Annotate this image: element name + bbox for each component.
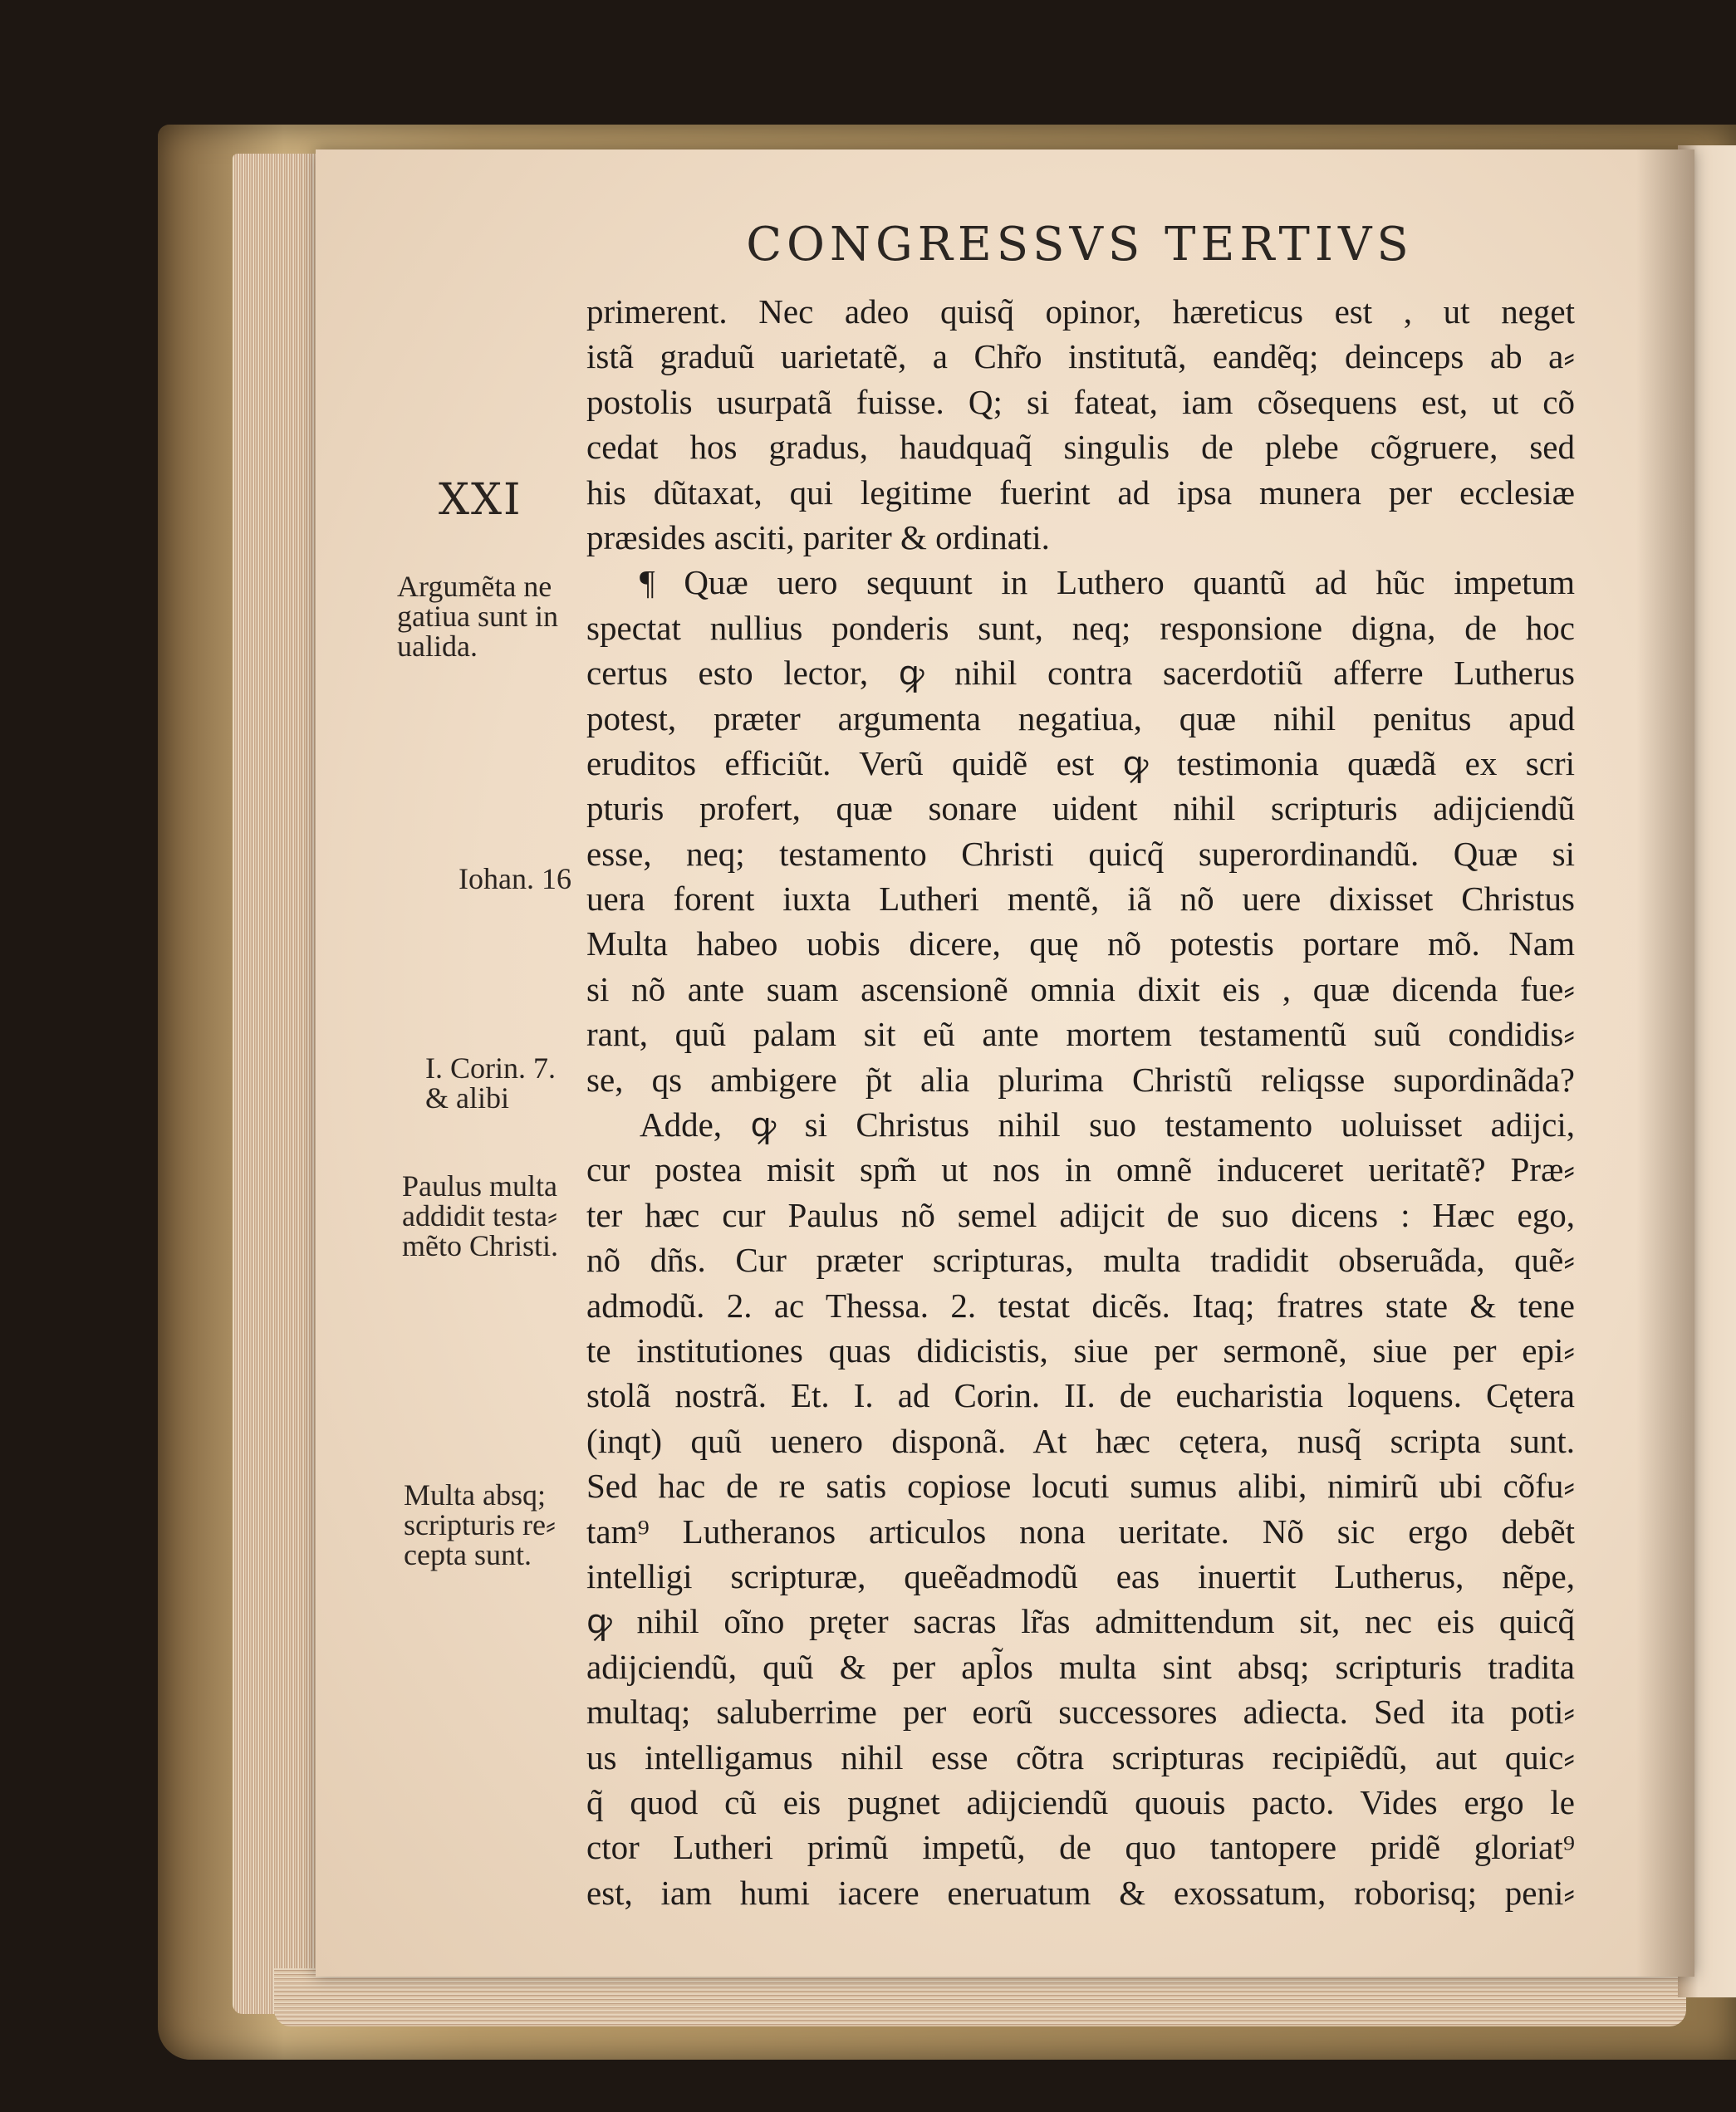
text-line: Adde, ꝙ si Christus nihil suo testamento uoluisset adijci, (640, 1105, 1575, 1144)
margin-note-line: Multa absq; (404, 1478, 546, 1512)
section-number: XXI (439, 475, 522, 525)
text-line: te institutiones quas didicistis, siue per sermonẽ, siue per epi⸗ (586, 1330, 1575, 1370)
text-line: potest, præter argumenta negatiua, quæ nihil penitus apud (586, 698, 1575, 737)
text-line: ter hæc cur Paulus nõ semel adijcit de suo dicens : Hæc ego, (586, 1195, 1575, 1234)
text-line: tam⁹ Lutheranos articulos nona ueritate. Nõ sic ergo debẽt (586, 1512, 1575, 1551)
text-line: eruditos efficiũt. Verũ quidẽ est ꝙ testimonia quædã ex scri (586, 743, 1575, 782)
margin-note-line: mẽto Christi. (402, 1229, 558, 1262)
text-line: si nõ ante suam ascensionẽ omnia dixit eis , quæ dicenda fue⸗ (586, 969, 1575, 1008)
text-line: postolis usurpatã fuisse. Q; si fateat, iam cõsequens est, ut cõ (586, 382, 1575, 421)
body-text (586, 289, 1575, 1915)
margin-note-argumenta (397, 571, 571, 661)
text-line: primerent. Nec adeo quisq̃ opinor, hæreticus est , ut neget (586, 292, 1575, 331)
text-line: q̃ quod cũ eis pugnet adijciendũ quouis pacto. Vides ergo le (586, 1782, 1575, 1821)
text-line: certus esto lector, ꝙ nihil contra sacerdotiũ afferre Lutherus (586, 654, 1575, 693)
margin-note-multa (404, 1480, 578, 1570)
text-line: intelligi scripturæ, queẽadmodũ eas inuertit Lutherus, nẽpe, (586, 1556, 1575, 1595)
text-line: spectat nullius ponderis sunt, neq; responsione digna, de hoc (586, 608, 1575, 647)
text-line: multaq; saluberrime per eorũ successores adiecta. Sed ita poti⸗ (586, 1693, 1575, 1732)
margin-note-line: scripturis re⸗ (404, 1508, 556, 1541)
text-line: se, qs ambigere p̃t alia plurima Christũ reliqsse supordinãda? (586, 1060, 1575, 1099)
text-line: cur postea misit spm̃ ut nos in omnẽ induceret ueritatẽ? Præ⸗ (586, 1150, 1575, 1189)
text-line: pturis profert, quæ sonare uident nihil scripturis adijciendũ (586, 789, 1575, 828)
text-line: nõ dñs. Cur præter scripturas, multa tradidit obseruãda, quẽ⸗ (586, 1241, 1575, 1280)
text-line: præsides asciti, pariter & ordinati. (586, 517, 1050, 556)
gutter-shadow (1636, 149, 1694, 1977)
margin-note-line: ualida. (397, 630, 478, 663)
text-line: ctor Lutheri primũ impetũ, de quo tantopere pridẽ gloriat⁹ (586, 1828, 1575, 1867)
text-line: his dũtaxat, qui legitime fuerint ad ipsa munera per ecclesiæ (586, 473, 1575, 512)
text-line: (inqt) quũ uenero disponã. At hæc cętera, nusq̃ scripta sunt. (586, 1421, 1575, 1460)
running-head: CONGRESSVS TERTIVS (746, 218, 1414, 272)
text-line: adijciendũ, quũ & per apl̃os multa sint absq; scripturis tradita (586, 1647, 1575, 1686)
text-line: stolã nostrã. Et. I. ad Corin. II. de eucharistia loquens. Cętera (586, 1376, 1575, 1415)
margin-note-line: Argumẽta ne (397, 570, 552, 603)
text-line: est, iam humi iacere eneruatum & exossatum, roborisq; peni⸗ (586, 1873, 1575, 1912)
page-edges-bottom (274, 1968, 1686, 2026)
margin-note-line: & alibi (425, 1081, 509, 1115)
text-line: rant, quũ palam sit eũ ante mortem testamentũ suũ condidis⸗ (586, 1015, 1575, 1054)
text-line: uera forent iuxta Lutheri mentẽ, iã nõ uere dixisset Christus (586, 880, 1575, 919)
margin-note-line: Iohan. 16 (459, 862, 571, 895)
margin-note-line: cepta sunt. (404, 1538, 532, 1571)
text-line: Multa habeo uobis dicere, quę nõ potestis portare mõ. Nam (586, 924, 1575, 963)
margin-note-paulus (402, 1171, 576, 1261)
text-line: admodũ. 2. ac Thessa. 2. testat dicẽs. Itaq; fratres state & tene (586, 1286, 1575, 1325)
text-line: ꝙ nihil oĩno pręter sacras lr̃as admittendum sit, nec eis quicq̃ (586, 1602, 1575, 1641)
text-line: istã graduũ uarietatẽ, a Chr̃o institutã, eandẽq; deinceps ab a⸗ (586, 337, 1575, 376)
text-line: us intelligamus nihil esse cõtra scripturas recipiẽdũ, aut quic⸗ (586, 1737, 1575, 1776)
text-line: cedat hos gradus, haudquaq̃ singulis de plebe cõgruere, sed (586, 428, 1575, 467)
margin-note-line: addidit testa⸗ (402, 1199, 557, 1232)
text-line: Sed hac de re satis copiose locuti sumus alibi, nimirũ ubi cõfu⸗ (586, 1467, 1575, 1506)
margin-note-corin (425, 1053, 600, 1113)
text-line: esse, neq; testamento Christi quicq̃ superordinandũ. Quæ si (586, 834, 1575, 873)
text-line: ¶ Quæ uero sequunt in Luthero quantũ ad hũc impetum (640, 563, 1575, 602)
margin-note-line: I. Corin. 7. (425, 1051, 556, 1085)
margin-note-line: gatiua sunt in (397, 600, 558, 633)
margin-note-line: Paulus multa (402, 1169, 557, 1203)
